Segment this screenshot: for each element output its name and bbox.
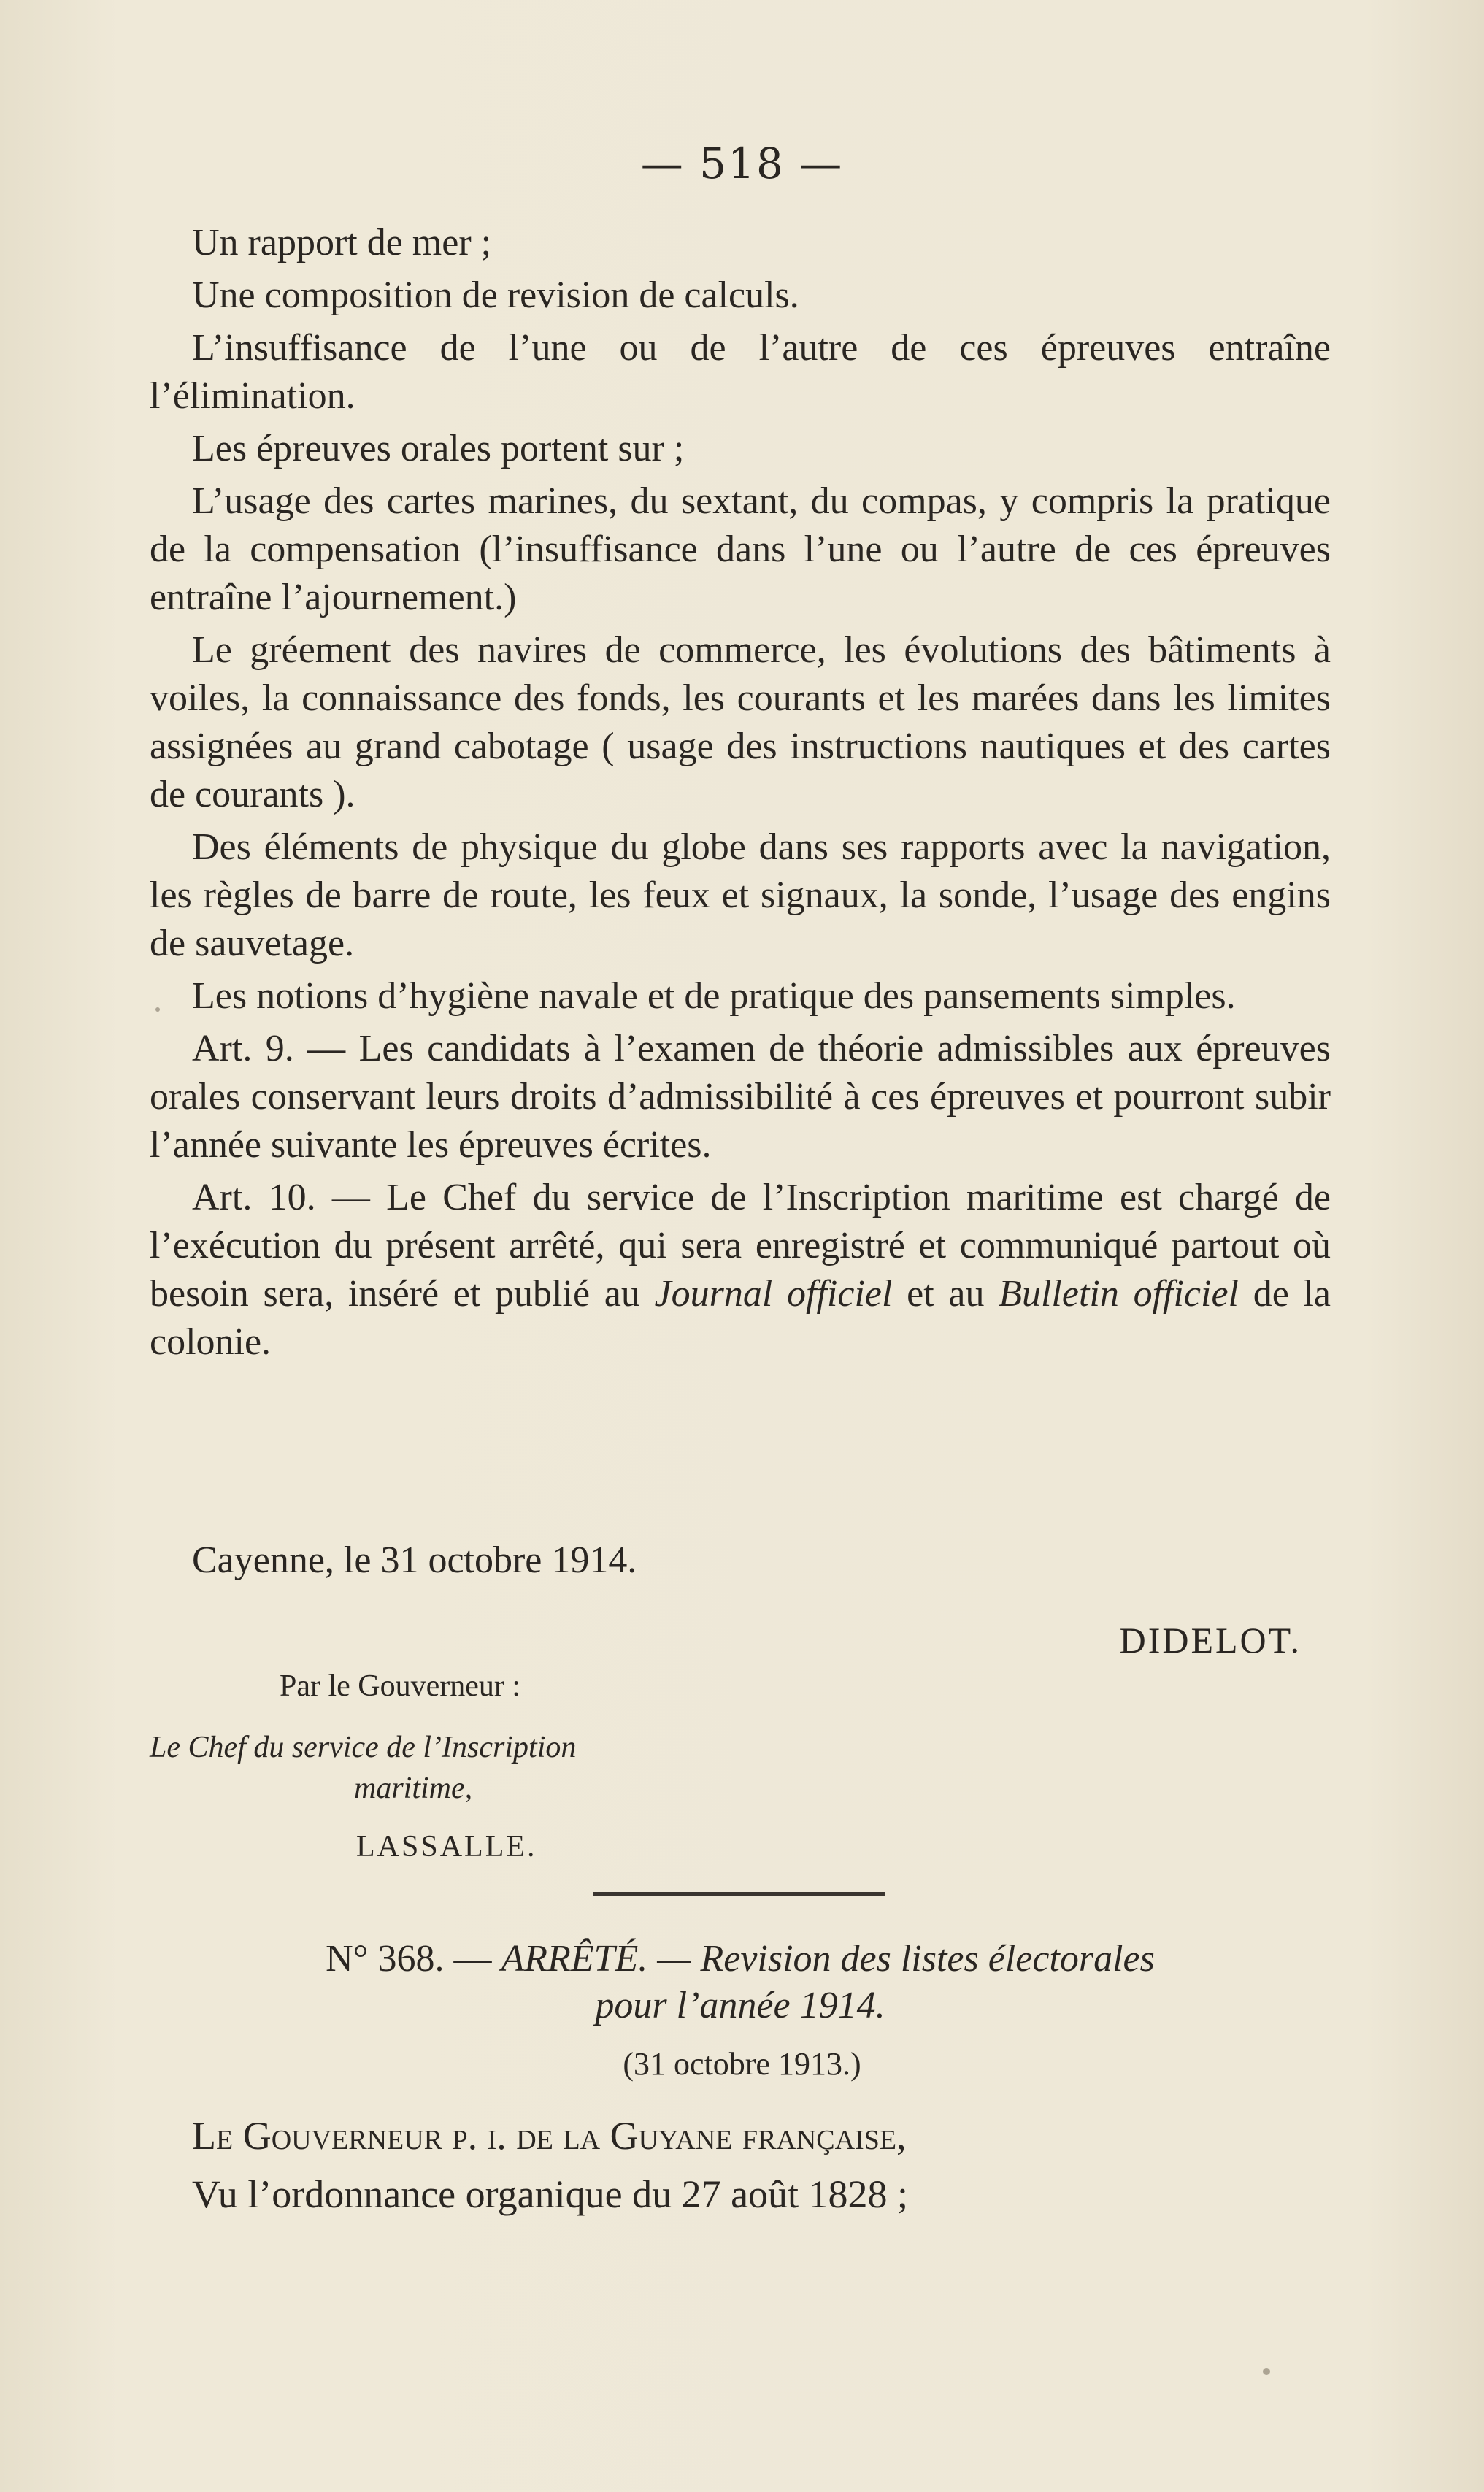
paper-speck	[155, 1007, 160, 1012]
paper-speck	[1263, 2368, 1270, 2375]
signer-name: DIDELOT.	[1119, 1620, 1302, 1661]
decree-number: N° 368. —	[326, 1938, 501, 1980]
decree-date: (31 octobre 1913.)	[623, 2046, 861, 2082]
decree-heading-line-1	[150, 1936, 1331, 1983]
paragraph: Le gréement des navires de commerce, les évolutions des bâtiments à voiles, la connaissance des fonds, les courants et les marées dans les limites assignées au grand cabotage ( usage des instructions nautiques et des cartes de courants ).	[150, 629, 1331, 815]
art10-text: Art. 10. — Le Chef du service de l’Inscription maritime est chargé de l’exécution du présent arrêté, qui sera enregistré et communiqué partout où besoin sera, inséré et publié au	[150, 1177, 1331, 1315]
decree-title: . — Revision des listes électorales	[638, 1938, 1155, 1980]
countersigner-name: LASSALLE.	[356, 1830, 537, 1864]
page-number: — 518 —	[640, 139, 844, 188]
decree-heading	[150, 1936, 1331, 2029]
closing-text	[192, 2107, 1331, 2223]
par-le-gouverneur: Par le Gouverneur :	[280, 1669, 521, 1703]
gouverneur-line: Le Gouverneur p. i. de la Guyane française,	[192, 2114, 907, 2158]
section-divider	[593, 1892, 885, 1896]
paragraph: Un rapport de mer ;	[192, 222, 492, 264]
paragraph: Des éléments de physique du globe dans ses rapports avec la navigation, les règles de barre de route, les feux et signaux, la sonde, l’usage des engins de sauvetage.	[150, 826, 1331, 964]
paragraph: Les notions d’hygiène navale et de pratique des pansements simples.	[192, 975, 1236, 1017]
vu-line: Vu l’ordonnance organique du 27 août 1828 ;	[192, 2172, 909, 2216]
art10-middle: et au	[892, 1273, 999, 1315]
chef-line-1: Le Chef du service de l’Inscription	[150, 1731, 577, 1764]
body-text	[150, 219, 1331, 1366]
paragraph-art-10	[150, 1174, 1331, 1366]
art10-end: de la colonie.	[150, 1273, 1331, 1363]
chef-du-service	[150, 1727, 792, 1809]
decree-heading-line-2: pour l’année 1914.	[595, 1985, 885, 2026]
journal-officiel: Journal officiel	[654, 1273, 893, 1315]
paragraph-art-9: Art. 9. — Les candidats à l’examen de théorie admissibles aux épreuves orales conservant leurs droits d’admissibilité à ces épreuves et pourront subir l’année suivante les épreuves écrites.	[150, 1028, 1331, 1166]
paragraph: Les épreuves orales portent sur ;	[192, 428, 685, 469]
paragraph: L’insuffisance de l’une ou de l’autre de ces épreuves entraîne l’élimination.	[150, 327, 1331, 417]
decree-type: ARRÊTÉ	[501, 1938, 639, 1980]
chef-line-2: maritime,	[354, 1772, 473, 1805]
place-date: Cayenne, le 31 octobre 1914.	[192, 1539, 637, 1581]
bulletin-officiel: Bulletin officiel	[999, 1273, 1239, 1315]
paragraph: L’usage des cartes marines, du sextant, du compas, y compris la pratique de la compensation (l’insuffisance dans l’une ou l’autre de ces épreuves entraîne l’ajournement.)	[150, 480, 1331, 618]
paragraph: Une composition de revision de calculs.	[192, 274, 799, 316]
